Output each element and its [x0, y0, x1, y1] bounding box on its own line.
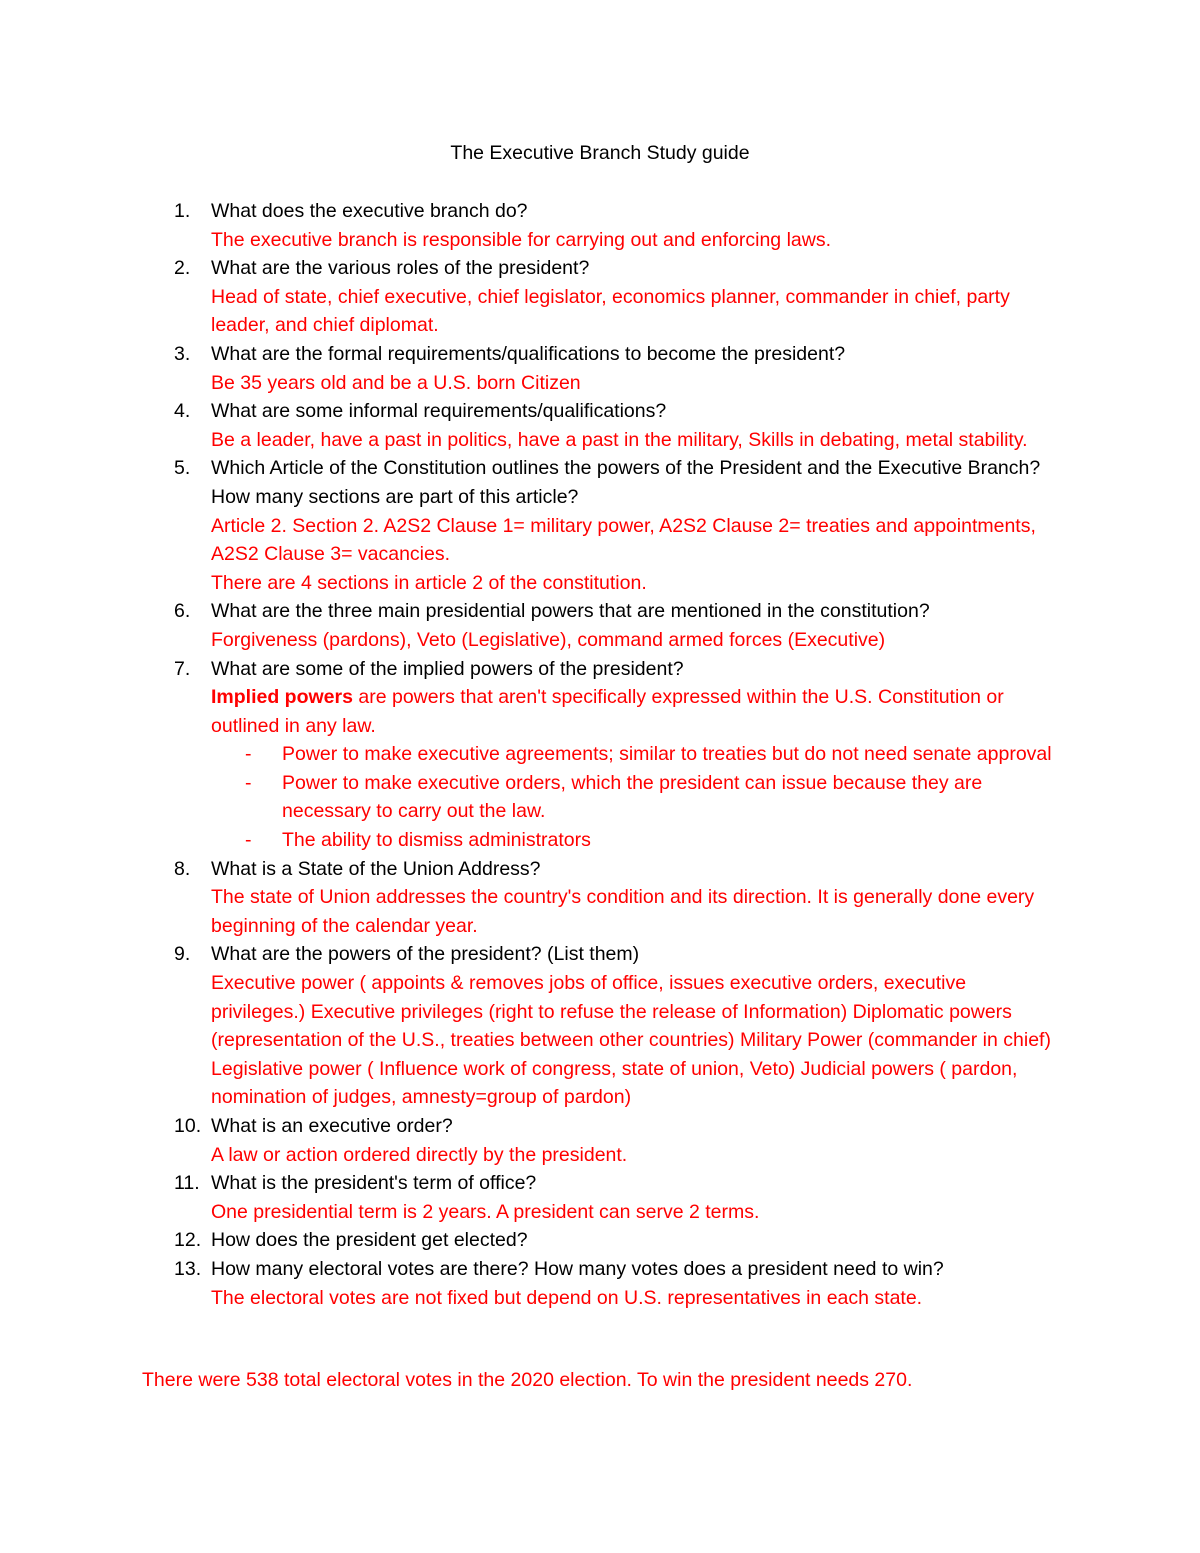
dash-bullet: -	[245, 771, 252, 794]
question-text: What are some of the implied powers of the president?	[211, 657, 684, 680]
question-text: What is a State of the Union Address?	[211, 857, 541, 880]
question-item-3	[0, 340, 1061, 397]
question-number: 4.	[174, 400, 191, 423]
question-number: 7.	[174, 657, 191, 680]
list-item-text: Power to make executive orders, which the president can issue because they are necessary to carry out the law.	[282, 771, 983, 823]
question-text: How does the president get elected?	[211, 1229, 528, 1252]
answer-text: A law or action ordered directly by the president.	[211, 1143, 628, 1166]
question-item-4	[0, 397, 1061, 454]
question-number: 13.	[174, 1257, 202, 1280]
question-number: 3.	[174, 342, 191, 365]
dash-bullet: -	[245, 743, 252, 766]
answer-text: Head of state, chief executive, chief legislator, economics planner, commander in chief, party leader, and chief diplomat.	[211, 285, 1010, 337]
question-number: 6.	[174, 600, 191, 623]
answer-text: Be 35 years old and be a U.S. born Citizen	[211, 371, 581, 394]
question-text: How many electoral votes are there? How many votes does a president need to win?	[211, 1257, 944, 1280]
question-item-5	[0, 454, 1061, 597]
question-text: What does the executive branch do?	[211, 200, 528, 222]
question-text: What are some informal requirements/qualifications?	[211, 400, 667, 423]
answer-text: The executive branch is responsible for carrying out and enforcing laws.	[211, 228, 831, 251]
question-item-12	[0, 1226, 1061, 1255]
question-number: 9.	[174, 943, 191, 966]
question-item-7	[0, 655, 1061, 855]
question-text: What are the formal requirements/qualifications to become the president?	[211, 342, 846, 365]
question-text: Which Article of the Constitution outlines the powers of the President and the Executive Branch? How many sections are part of this article?	[211, 457, 1041, 508]
question-item-2	[0, 254, 1061, 340]
question-number: 12.	[174, 1229, 202, 1252]
question-number: 5.	[174, 457, 191, 480]
list-item-text: The ability to dismiss administrators	[282, 829, 591, 852]
question-number: 10.	[174, 1115, 202, 1137]
list-item-text: Power to make executive agreements; similar to treaties but do not need senate approval	[282, 743, 1052, 766]
answer-body: are powers that aren't specifically expressed within the U.S. Constitution or outlined in any law.	[211, 686, 1004, 737]
answer-text: The electoral votes are not fixed but depend on U.S. representatives in each state.	[211, 1286, 923, 1309]
question-number: 8.	[174, 857, 191, 880]
trailing-answer-text: There were 538 total electoral votes in the 2020 election. To win the president needs 270.	[142, 1369, 913, 1391]
question-number: 2.	[174, 257, 191, 280]
list-item	[211, 769, 1061, 826]
answer-text-secondary: There are 4 sections in article 2 of the constitution.	[211, 571, 647, 594]
question-item-9	[0, 940, 1061, 1112]
document-title: The Executive Branch Study guide	[450, 142, 750, 164]
question-text: What is the president's term of office?	[211, 1172, 537, 1195]
answer-text: Forgiveness (pardons), Veto (Legislative), command armed forces (Executive)	[211, 628, 886, 651]
list-item	[211, 740, 1061, 769]
question-text: What are the powers of the president? (List them)	[211, 943, 640, 966]
question-list	[0, 197, 1200, 1312]
implied-powers-list	[211, 740, 1061, 854]
answer-emphasis: Implied powers	[211, 686, 353, 709]
question-text: What are the three main presidential powers that are mentioned in the constitution?	[211, 600, 930, 623]
answer-text: The state of Union addresses the country's condition and its direction. It is generally done every beginning of the calendar year.	[211, 886, 1035, 937]
question-item-8	[0, 855, 1061, 941]
answer-text: Article 2. Section 2. A2S2 Clause 1= military power, A2S2 Clause 2= treaties and appointments, A2S2 Clause 3= vacancies.	[211, 514, 1036, 566]
dash-bullet: -	[245, 829, 252, 852]
answer-text: One presidential term is 2 years. A president can serve 2 terms.	[211, 1200, 760, 1223]
question-item-10	[0, 1112, 1061, 1169]
answer-text: Executive power ( appoints & removes jobs of office, issues executive orders, executive privileges.) Executive privileges (right to refuse the release of Information) Diplomatic powers (representation of the U.S., treaties between other countries) Military Power (commander in chief) Legislative power ( Influence work of congress, state of union, Veto) Judicial powers ( pardon, nomination of judges, amnesty=group of pardon)	[211, 972, 1051, 1109]
question-number: 1.	[174, 200, 191, 222]
question-number: 11.	[174, 1172, 200, 1195]
question-text: What is an executive order?	[211, 1115, 453, 1137]
list-item	[211, 826, 1061, 855]
question-item-6	[0, 597, 1061, 654]
answer-text	[211, 683, 1061, 740]
question-item-13	[0, 1255, 1061, 1312]
question-item-1	[0, 197, 1061, 254]
question-text: What are the various roles of the president?	[211, 257, 590, 280]
question-item-11	[0, 1169, 1061, 1226]
answer-text: Be a leader, have a past in politics, have a past in the military, Skills in debating, metal stability.	[211, 428, 1028, 451]
